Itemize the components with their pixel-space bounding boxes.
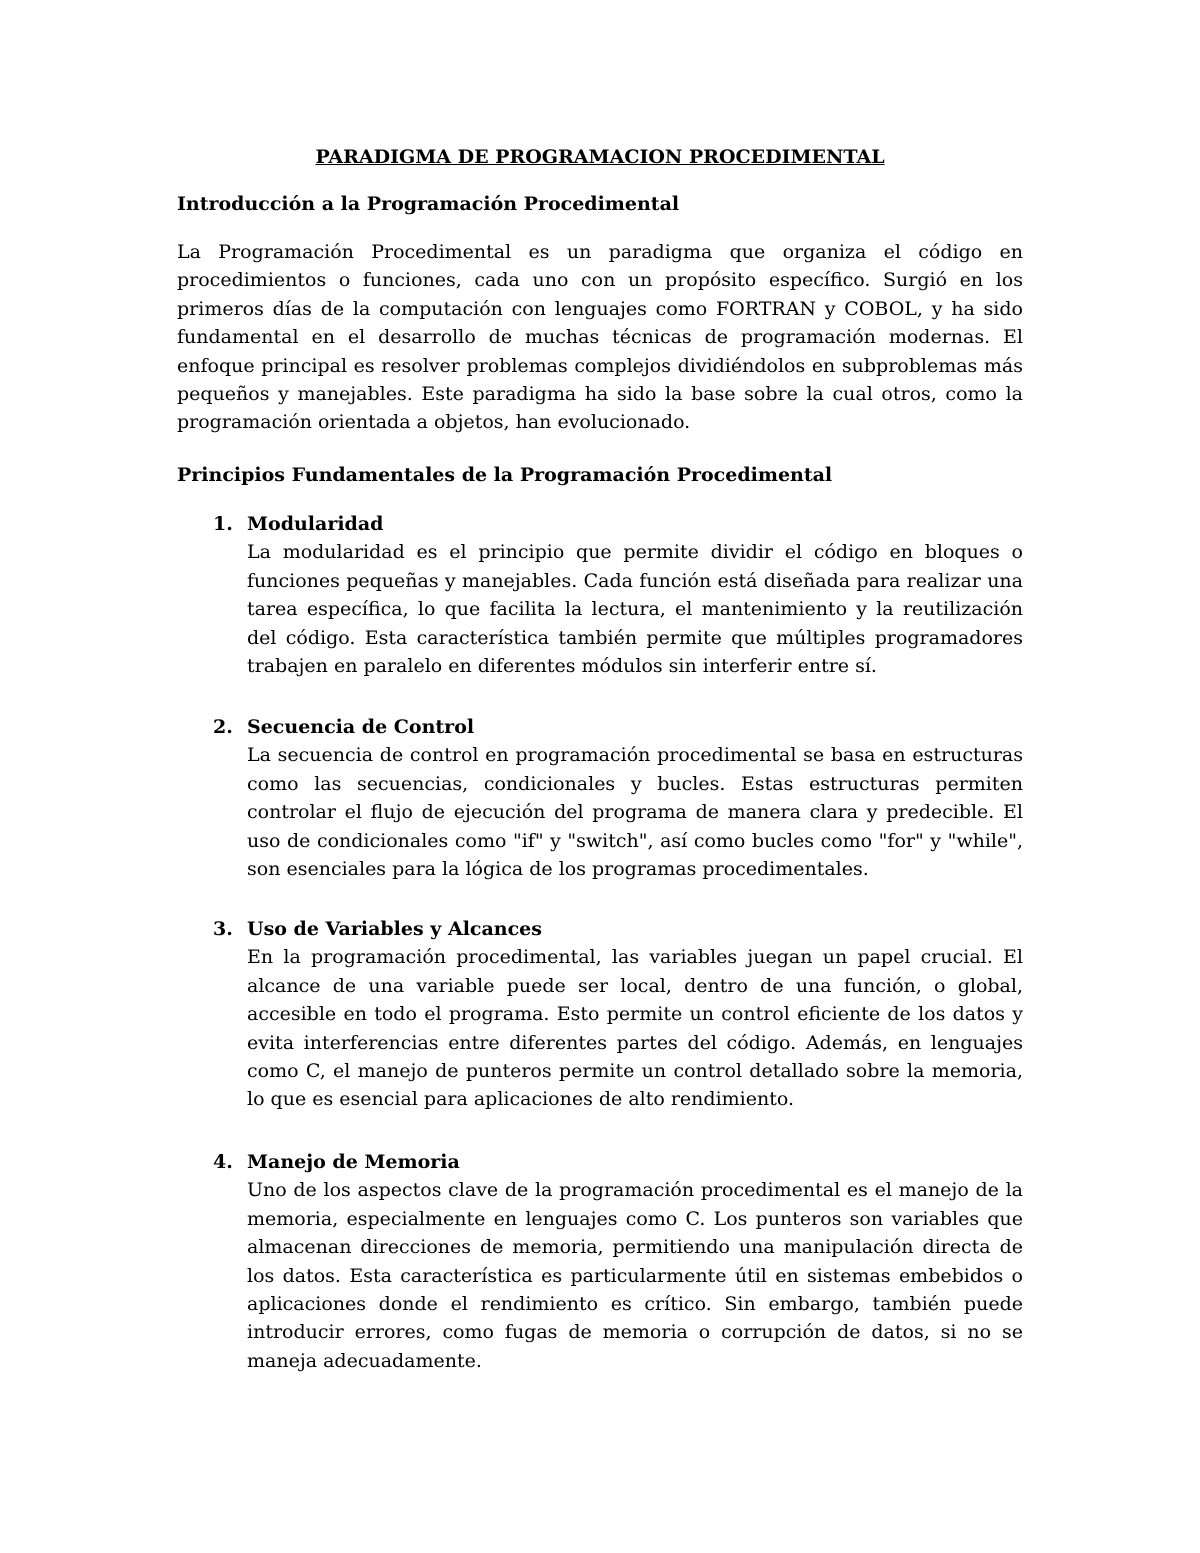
intro-heading: Introducción a la Programación Procedimental — [177, 193, 680, 215]
principle-body: Uno de los aspectos clave de la programación procedimental es el manejo de la memoria, especialmente en lenguajes como C. Los punteros son variables que almacenan direcciones de memoria, permitiendo una manipulación directa de los datos. Esta característica es particularmente útil en sistemas embebidos o aplicaciones donde el rendimiento es crítico. Sin embargo, también puede introducir errores, como fugas de memoria o corrupción de datos, si no se maneja adecuadamente. — [247, 1179, 1023, 1372]
document-title: PARADIGMA DE PROGRAMACION PROCEDIMENTAL — [315, 146, 885, 168]
intro-paragraph: La Programación Procedimental es un paradigma que organiza el código en procedimientos o funciones, cada uno con un propósito específico. Surgió en los primeros días de la computación con lenguajes como FORTRAN y COBOL, y ha sido fundamental en el desarrollo de muchas técnicas de programación modernas. El enfoque principal es resolver problemas complejos dividiéndolos en subproblemas más pequeños y manejables. Este paradigma ha sido la base sobre la cual otros, como la programación orientada a objetos, han evolucionado. — [177, 241, 1023, 434]
principle-body: La modularidad es el principio que permite dividir el código en bloques o funciones pequeñas y manejables. Cada función está diseñada para realizar una tarea específica, lo que facilita la lectura, el mantenimiento y la reutilización del código. Esta característica también permite que múltiples programadores trabajen en paralelo en diferentes módulos sin interferir entre sí. — [247, 541, 1023, 678]
principle-body: En la programación procedimental, las variables juegan un papel crucial. El alcance de una variable puede ser local, dentro de una función, o global, accesible en todo el programa. Esto permite un control eficiente de los datos y evita interferencias entre diferentes partes del código. Además, en lenguajes como C, el manejo de punteros permite un control detallado sobre la memoria, lo que es esencial para aplicaciones de alto rendimiento. — [247, 946, 1023, 1111]
principle-number: 3. — [213, 918, 233, 940]
principles-heading: Principios Fundamentales de la Programación Procedimental — [177, 464, 833, 486]
principle-title: Uso de Variables y Alcances — [247, 918, 542, 940]
principle-title: Manejo de Memoria — [247, 1151, 460, 1173]
principle-body: La secuencia de control en programación procedimental se basa en estructuras como las secuencias, condicionales y bucles. Estas estructuras permiten controlar el flujo de ejecución del programa de manera clara y predecible. El uso de condicionales como "if" y "switch", así como bucles como "for" y "while", son esenciales para la lógica de los programas procedimentales. — [247, 744, 1023, 881]
principle-title: Secuencia de Control — [247, 716, 475, 738]
principle-number: 2. — [213, 716, 233, 738]
principle-number: 4. — [213, 1151, 233, 1173]
principle-number: 1. — [213, 513, 233, 535]
principle-title: Modularidad — [247, 513, 384, 535]
